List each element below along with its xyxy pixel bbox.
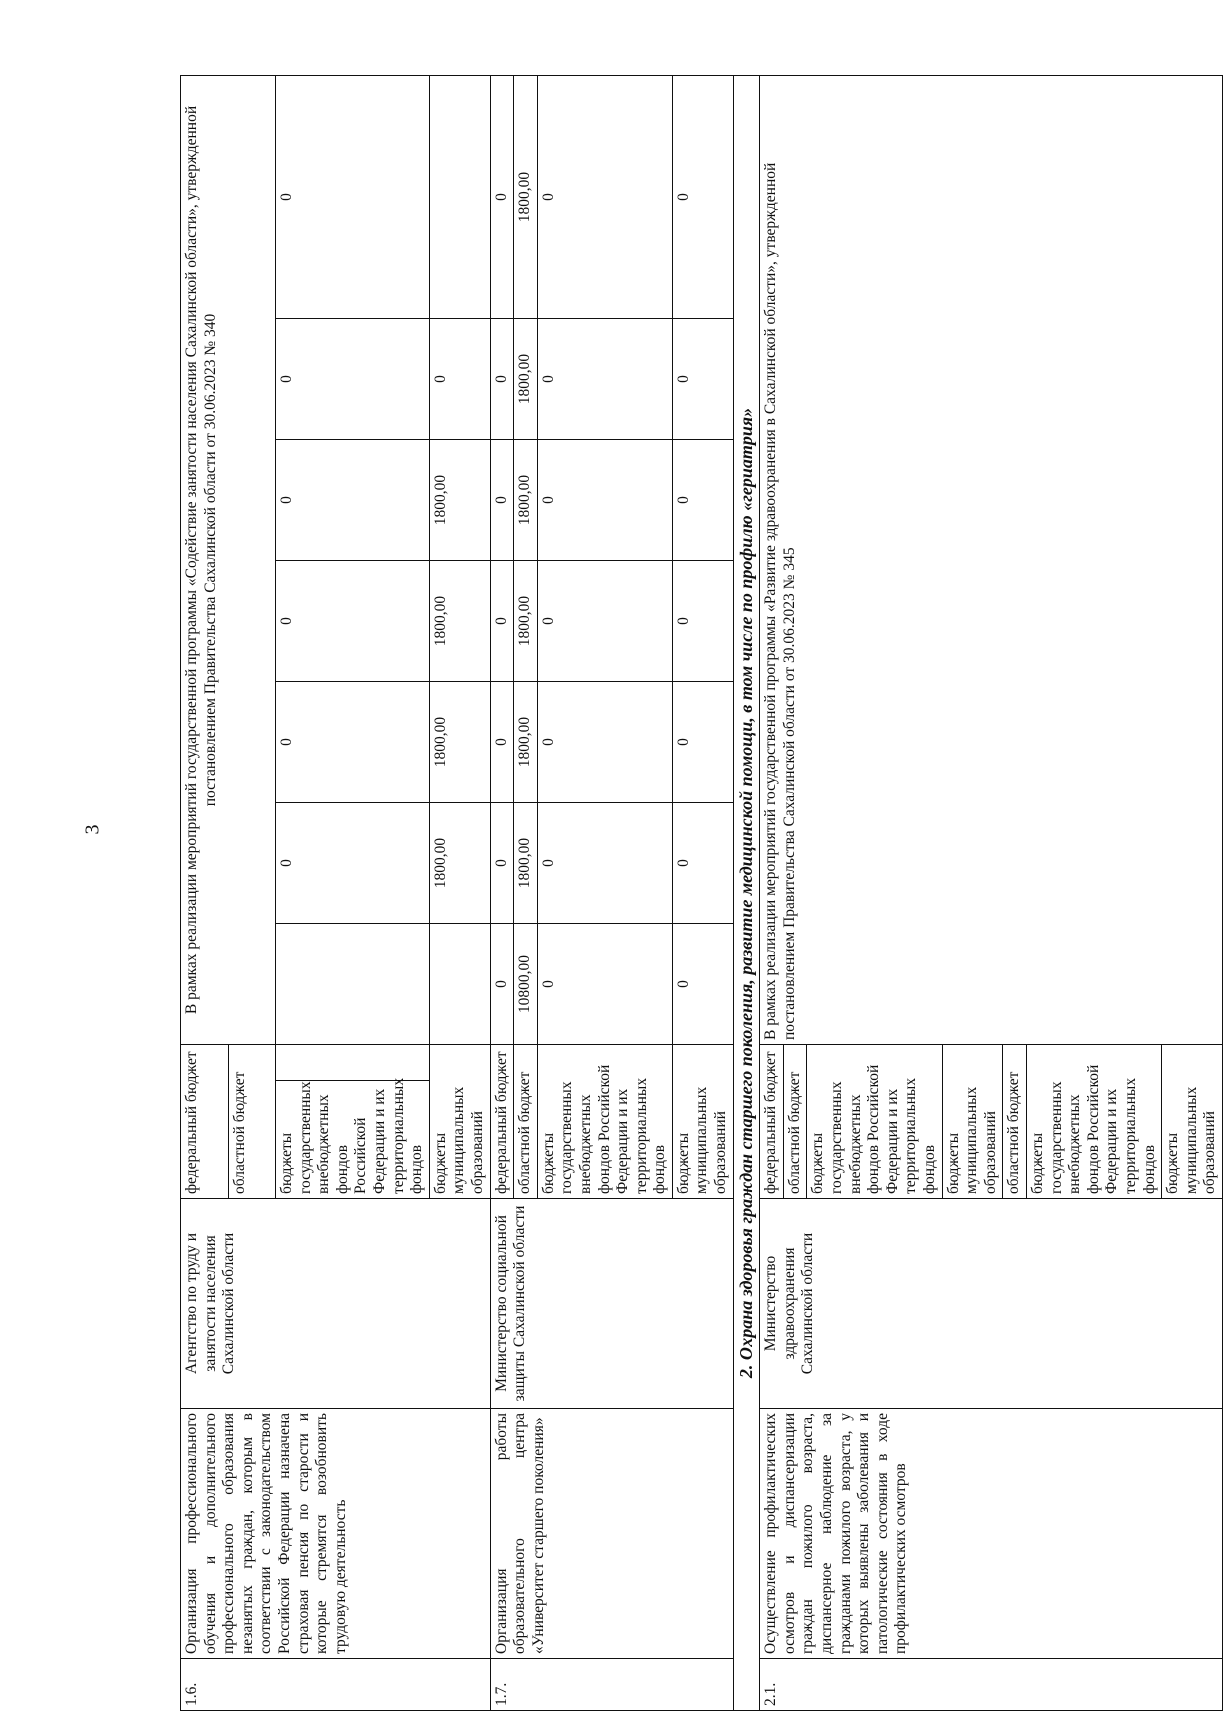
value-cell: 0 bbox=[672, 561, 733, 682]
value-cell: 0 bbox=[672, 682, 733, 803]
source-regional: областной бюджет bbox=[1003, 1045, 1027, 1199]
source-regional: областной бюджет bbox=[228, 1045, 276, 1199]
value-cell: 1800,00 bbox=[429, 561, 490, 682]
executor-cell: Агентство по труду и занятости населения Сахалинской области bbox=[181, 1199, 491, 1409]
source-municipal: бюджеты муниципальных образований bbox=[1162, 1045, 1223, 1199]
value-cell: 0 bbox=[672, 924, 733, 1045]
value-cell: 1800,00 bbox=[429, 440, 490, 561]
value-cell: 0 bbox=[276, 319, 430, 440]
value-cell: 0 bbox=[276, 561, 430, 682]
program-note: В рамках реализации мероприятий государственной программы «Развитие здравоохранения в Сахалинской области», утвержденной постановлением Правительства Сахалинской области от 30.06.2023 № 345 bbox=[760, 76, 1223, 1045]
program-table-sheet bbox=[180, 76, 1219, 1711]
page-number: 3 bbox=[81, 824, 104, 835]
value-cell: 1800,00 bbox=[429, 682, 490, 803]
value-cell: 0 bbox=[490, 561, 514, 682]
value-cell: 0 bbox=[537, 682, 672, 803]
value-cell: 1800,00 bbox=[514, 76, 538, 319]
row-number: 1.7. bbox=[490, 1659, 733, 1711]
row-number: 2.1. bbox=[760, 1659, 1223, 1711]
value-cell: 0 bbox=[672, 76, 733, 319]
value-cell: 0 bbox=[490, 924, 514, 1045]
table-row-1-7 bbox=[490, 76, 514, 1711]
value-cell: 0 bbox=[537, 319, 672, 440]
value-cell: 0 bbox=[537, 924, 672, 1045]
source-extrabudget: бюджеты государственных внебюджетных фондов Российской Федерации и их территориальных фондов bbox=[276, 1081, 430, 1199]
value-cell: 1800,00 bbox=[514, 803, 538, 924]
source-federal: федеральный бюджет bbox=[181, 1045, 229, 1199]
measure-cell: Организация работы образовательного центра «Университет старшего поколения» bbox=[490, 1409, 733, 1659]
value-cell: 10800,00 bbox=[514, 924, 538, 1045]
value-cell: 0 bbox=[276, 682, 430, 803]
executor-cell: Министерство здравоохранения Сахалинской области bbox=[760, 1199, 1223, 1409]
value-cell: 0 bbox=[537, 803, 672, 924]
value-cell: 0 bbox=[537, 76, 672, 319]
source-regional: областной бюджет bbox=[783, 1045, 807, 1199]
value-cell: 0 bbox=[490, 440, 514, 561]
value-cell: 1800,00 bbox=[429, 803, 490, 924]
table-row-1-6 bbox=[181, 76, 229, 1711]
source-extrabudget: бюджеты государственных внебюджетных фондов Российской Федерации и их территориальных фондов bbox=[537, 1045, 672, 1199]
value-cell: 0 bbox=[672, 319, 733, 440]
value-cell: 1800,00 bbox=[514, 319, 538, 440]
table-row-2-1 bbox=[760, 76, 784, 1711]
value-cell: 0 bbox=[276, 803, 430, 924]
value-cell: 0 bbox=[490, 803, 514, 924]
value-cell: 0 bbox=[276, 440, 430, 561]
value-cell: 0 bbox=[490, 76, 514, 319]
value-cell: 0 bbox=[537, 440, 672, 561]
value-cell: 1800,00 bbox=[514, 682, 538, 803]
executor-cell: Министерство социальной защиты Сахалинской области bbox=[490, 1199, 733, 1409]
source-federal: федеральный бюджет bbox=[760, 1045, 784, 1199]
program-measures-table bbox=[180, 75, 1223, 1711]
value-cell: 0 bbox=[276, 76, 430, 319]
source-regional: областной бюджет bbox=[514, 1045, 538, 1199]
source-extrabudget: бюджеты государственных внебюджетных фондов Российской Федерации и их территориальных фондов bbox=[807, 1045, 942, 1199]
value-cell: 0 bbox=[537, 561, 672, 682]
source-extrabudget: бюджеты государственных внебюджетных фондов Российской Федерации и их территориальных фондов bbox=[1026, 1045, 1161, 1199]
measure-cell: Организация профессионального обучения и дополнительного профессионального образования незанятых граждан, которым в соответствии с законодательством Российской Федерации назначена страховая пенсия по старости и которые стремятся возобновить трудовую деятельность bbox=[181, 1409, 491, 1659]
source-municipal: бюджеты муниципальных образований bbox=[429, 1045, 490, 1199]
value-cell: 1800,00 bbox=[514, 440, 538, 561]
value-cell: 0 bbox=[429, 319, 490, 440]
section-heading: 2. Охрана здоровья граждан старшего поколения, развитие медицинской помощи, в том числе по профилю «гериатрия» bbox=[733, 76, 760, 1711]
source-federal: федеральный бюджет bbox=[490, 1045, 514, 1199]
measure-cell: Осуществление профилактических осмотров и диспансеризации граждан пожилого возраста, диспансерное наблюдение за гражданами пожилого возраста, у которых выявлены заболевания и патологические состояния в ходе профилактических осмотров bbox=[760, 1409, 1223, 1659]
program-note: В рамках реализации мероприятий государственной программы «Содействие занятости населения Сахалинской области», утвержденной постановлением Правительства Сахалинской области от 30.06.2023 № 340 bbox=[181, 76, 276, 1045]
value-cell: 0 bbox=[490, 682, 514, 803]
value-cell: 0 bbox=[490, 319, 514, 440]
row-number: 1.6. bbox=[181, 1659, 491, 1711]
source-municipal: бюджеты муниципальных образований bbox=[672, 1045, 733, 1199]
value-cell: 0 bbox=[672, 440, 733, 561]
value-cell: 1800,00 bbox=[514, 561, 538, 682]
source-municipal: бюджеты муниципальных образований bbox=[942, 1045, 1003, 1199]
value-cell: 0 bbox=[672, 803, 733, 924]
